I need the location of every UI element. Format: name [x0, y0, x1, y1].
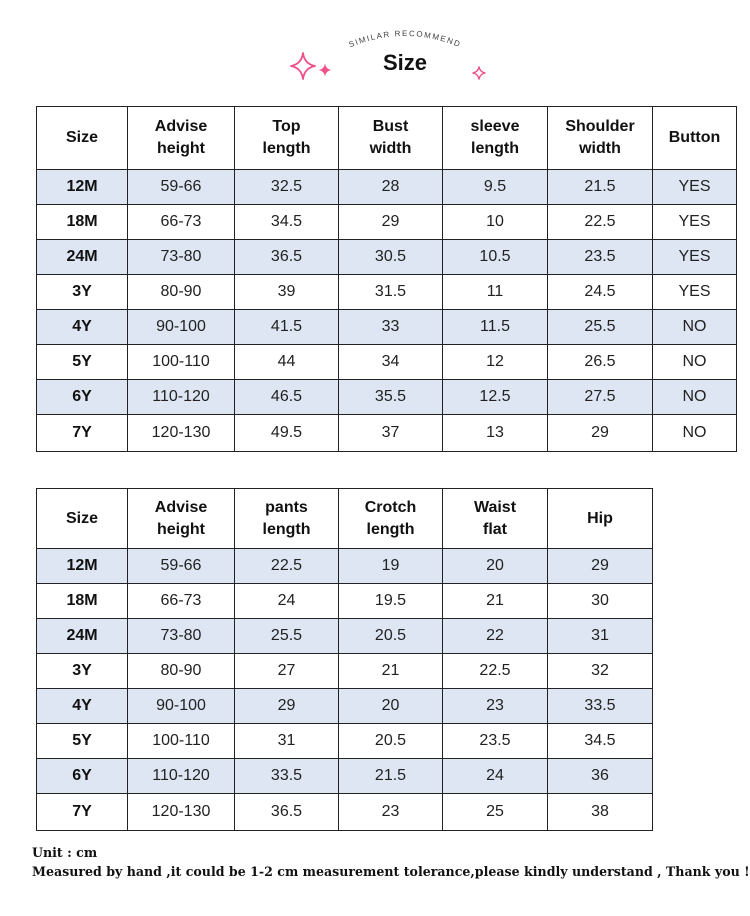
table-cell: 30.5: [339, 240, 443, 275]
table-cell: 19.5: [339, 584, 443, 619]
size-cell: 24M: [37, 240, 128, 275]
table-cell: 20.5: [339, 724, 443, 759]
bottom-size-table: [36, 488, 653, 831]
table-cell: 20: [339, 689, 443, 724]
table-cell: 73-80: [128, 619, 235, 654]
table-header-cell: [128, 489, 235, 549]
table-cell: 36.5: [235, 240, 339, 275]
table-cell: 32: [548, 654, 653, 689]
table-cell: 90-100: [128, 310, 235, 345]
table-cell: 21: [339, 654, 443, 689]
table-header-cell: [443, 489, 548, 549]
table-cell: 31: [548, 619, 653, 654]
table-cell: 120-130: [128, 794, 235, 831]
table-cell: 100-110: [128, 724, 235, 759]
table-row: [37, 689, 653, 724]
sparkle-small-icon: [318, 63, 332, 77]
table-cell: 32.5: [235, 170, 339, 205]
table-cell: 23: [339, 794, 443, 831]
table-cell: 36: [548, 759, 653, 794]
table-cell: 22.5: [548, 205, 653, 240]
table-row: [37, 345, 737, 380]
header-label-line: Shoulder: [565, 118, 635, 135]
table-header-cell: [548, 107, 653, 170]
table-cell: 110-120: [128, 380, 235, 415]
table-cell: 20.5: [339, 619, 443, 654]
table-cell: 46.5: [235, 380, 339, 415]
size-cell: 4Y: [37, 310, 128, 345]
table-row: [37, 240, 737, 275]
table-row: [37, 619, 653, 654]
header-label-line: Button: [668, 129, 721, 146]
table-cell: 34: [339, 345, 443, 380]
table-cell: 49.5: [235, 415, 339, 452]
table-cell: 29: [548, 415, 653, 452]
page-header: [0, 0, 750, 100]
table-cell: 38: [548, 794, 653, 831]
table-cell: 29: [235, 689, 339, 724]
table-cell: 33.5: [548, 689, 653, 724]
table-cell: 100-110: [128, 345, 235, 380]
table-cell: 21: [443, 584, 548, 619]
table-row: [37, 205, 737, 240]
table-row: [37, 549, 653, 584]
size-cell: 5Y: [37, 345, 128, 380]
table-cell: 19: [339, 549, 443, 584]
table-row: [37, 584, 653, 619]
table-cell: 36.5: [235, 794, 339, 831]
table-cell: 66-73: [128, 205, 235, 240]
table-cell: 59-66: [128, 170, 235, 205]
header-label-line: Size: [65, 509, 98, 527]
table-cell: 11.5: [443, 310, 548, 345]
table-row: [37, 170, 737, 205]
table-row: [37, 654, 653, 689]
table-cell: 28: [339, 170, 443, 205]
table-cell: 12.5: [443, 380, 548, 415]
table-cell: 80-90: [128, 275, 235, 310]
table-cell: 33: [339, 310, 443, 345]
header-label-line: length: [366, 520, 415, 538]
header-label-line: height: [157, 520, 205, 538]
size-cell: 18M: [37, 205, 128, 240]
table-cell: 24: [443, 759, 548, 794]
table-cell: NO: [653, 415, 737, 452]
table-cell: 24.5: [548, 275, 653, 310]
header-label-line: sleeve: [470, 118, 520, 135]
sparkle-right-icon: [472, 66, 486, 80]
table-cell: 110-120: [128, 759, 235, 794]
page-title: Size: [383, 50, 428, 75]
table-cell: 30: [548, 584, 653, 619]
table-header-cell: [548, 489, 653, 549]
table-cell: 41.5: [235, 310, 339, 345]
table-cell: 31.5: [339, 275, 443, 310]
table-cell: 21.5: [548, 170, 653, 205]
table-cell: 23.5: [443, 724, 548, 759]
header-label-line: Hip: [587, 509, 613, 527]
table-cell: 37: [339, 415, 443, 452]
table-row: [37, 415, 737, 452]
table-cell: 35.5: [339, 380, 443, 415]
table-cell: 39: [235, 275, 339, 310]
table-cell: 34.5: [235, 205, 339, 240]
table-header-row: [37, 489, 653, 549]
table-header-cell: [339, 489, 443, 549]
header-label-line: height: [157, 140, 205, 157]
table-header-cell: [37, 107, 128, 170]
table-row: [37, 724, 653, 759]
size-cell: 7Y: [37, 415, 128, 452]
size-cell: 7Y: [37, 794, 128, 831]
table-cell: 27: [235, 654, 339, 689]
table-row: [37, 275, 737, 310]
table-cell: 66-73: [128, 584, 235, 619]
table-cell: 120-130: [128, 415, 235, 452]
table-cell: 21.5: [339, 759, 443, 794]
header-label-line: length: [262, 140, 311, 157]
table-cell: YES: [653, 170, 737, 205]
table-cell: 24: [235, 584, 339, 619]
header-label-line: flat: [483, 520, 507, 538]
table-cell: 22.5: [235, 549, 339, 584]
header-label-line: width: [579, 140, 621, 157]
tolerance-note: Measured by hand ,it could be 1-2 cm measurement tolerance,please kindly understand , Thank you !: [32, 864, 750, 879]
sparkle-large-icon: [290, 52, 316, 80]
table-cell: 31: [235, 724, 339, 759]
header-label-line: Waist: [473, 498, 517, 516]
table-header-row: [37, 107, 737, 170]
size-cell: 12M: [37, 170, 128, 205]
table-cell: 29: [339, 205, 443, 240]
header-label-line: Size: [65, 129, 98, 146]
header-label-line: pants: [265, 498, 308, 516]
table-row: [37, 380, 737, 415]
table-cell: 25: [443, 794, 548, 831]
table-cell: 27.5: [548, 380, 653, 415]
size-cell: 6Y: [37, 380, 128, 415]
table-row: [37, 310, 737, 345]
header-label-line: Advise: [154, 498, 208, 516]
header-label-line: Crotch: [364, 498, 417, 516]
table-cell: 29: [548, 549, 653, 584]
size-cell: 3Y: [37, 275, 128, 310]
table-cell: 23: [443, 689, 548, 724]
size-cell: 4Y: [37, 689, 128, 724]
unit-note: Unit : cm: [32, 845, 98, 860]
table-cell: 59-66: [128, 549, 235, 584]
table-cell: 26.5: [548, 345, 653, 380]
table-cell: 9.5: [443, 170, 548, 205]
table-row: [37, 794, 653, 831]
table-header-cell: [37, 489, 128, 549]
size-cell: 6Y: [37, 759, 128, 794]
size-cell: 3Y: [37, 654, 128, 689]
table-header-cell: [443, 107, 548, 170]
table-cell: 33.5: [235, 759, 339, 794]
svg-text:SIMILAR RECOMMEND: SIMILAR RECOMMEND: [347, 28, 463, 50]
size-cell: 24M: [37, 619, 128, 654]
size-cell: 18M: [37, 584, 128, 619]
table-cell: 11: [443, 275, 548, 310]
header-label-line: Bust: [372, 118, 409, 135]
table-cell: 22.5: [443, 654, 548, 689]
table-cell: 23.5: [548, 240, 653, 275]
top-size-table: [36, 106, 737, 452]
footnote: [32, 843, 750, 881]
table-cell: 10.5: [443, 240, 548, 275]
header-label-line: Advise: [154, 118, 208, 135]
table-row: [37, 759, 653, 794]
table-cell: YES: [653, 205, 737, 240]
table-cell: NO: [653, 310, 737, 345]
table-cell: NO: [653, 345, 737, 380]
table-cell: YES: [653, 275, 737, 310]
table-cell: 20: [443, 549, 548, 584]
table-cell: 44: [235, 345, 339, 380]
table-cell: 22: [443, 619, 548, 654]
table-header-cell: [128, 107, 235, 170]
header-label-line: length: [471, 140, 519, 157]
table-cell: 25.5: [235, 619, 339, 654]
table-cell: NO: [653, 380, 737, 415]
size-cell: 5Y: [37, 724, 128, 759]
table-cell: 13: [443, 415, 548, 452]
header-label-line: Top: [272, 118, 301, 135]
table-header-cell: [339, 107, 443, 170]
table-header-cell: [235, 489, 339, 549]
table-cell: 90-100: [128, 689, 235, 724]
table-cell: 34.5: [548, 724, 653, 759]
table-cell: YES: [653, 240, 737, 275]
table-cell: 10: [443, 205, 548, 240]
table-cell: 73-80: [128, 240, 235, 275]
table-cell: 12: [443, 345, 548, 380]
header-label-line: width: [369, 140, 412, 157]
table-cell: 80-90: [128, 654, 235, 689]
table-cell: 25.5: [548, 310, 653, 345]
table-header-cell: [653, 107, 737, 170]
header-label-line: length: [262, 520, 311, 538]
table-header-cell: [235, 107, 339, 170]
size-cell: 12M: [37, 549, 128, 584]
